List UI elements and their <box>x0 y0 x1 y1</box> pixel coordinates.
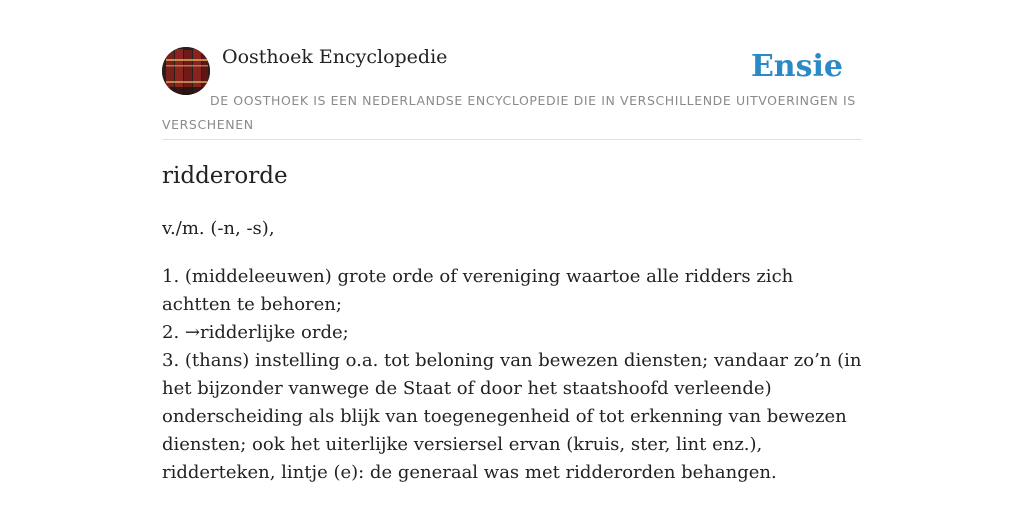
ridderlijke-orde-link[interactable]: ridderlijke orde <box>200 322 343 343</box>
page-container <box>162 0 862 483</box>
entry-grammar: v./m. (-n, -s), <box>162 218 275 239</box>
definition-3: 3. (thans) instelling o.a. tot beloning van bewezen diensten; vandaar zo’n (in het bijzonder vanwege de Staat of door het staatshoofd verleende) onderscheiding als blijk van toegenegenheid of tot erkenning van bewezen diensten; ook het uiterlijke versiersel ervan (kruis, ster, lint enz.), ridderteken, lintje (e): de generaal was met ridderorden behangen. <box>162 350 862 483</box>
arrow-right-icon: → <box>184 322 200 343</box>
entry-headword: ridderorde <box>162 163 288 189</box>
definition-2 <box>162 319 862 347</box>
definition-2-number: 2. <box>162 322 185 343</box>
book-spines-icon[interactable] <box>162 47 210 95</box>
ensie-logo-link[interactable]: Ensie <box>750 49 843 84</box>
entry-definitions <box>162 263 862 487</box>
definition-1: 1. (middeleeuwen) grote orde of vereniging waartoe alle ridders zich achtten te behoren; <box>162 266 794 315</box>
site-tagline: DE OOSTHOEK IS EEN NEDERLANDSE ENCYCLOPEDIE DIE IN VERSCHILLENDE UITVOERINGEN IS VERSCHENEN <box>162 93 856 132</box>
site-header <box>162 0 862 140</box>
definition-2-suffix: ; <box>342 322 349 343</box>
site-name-link[interactable]: Oosthoek Encyclopedie <box>222 46 448 68</box>
